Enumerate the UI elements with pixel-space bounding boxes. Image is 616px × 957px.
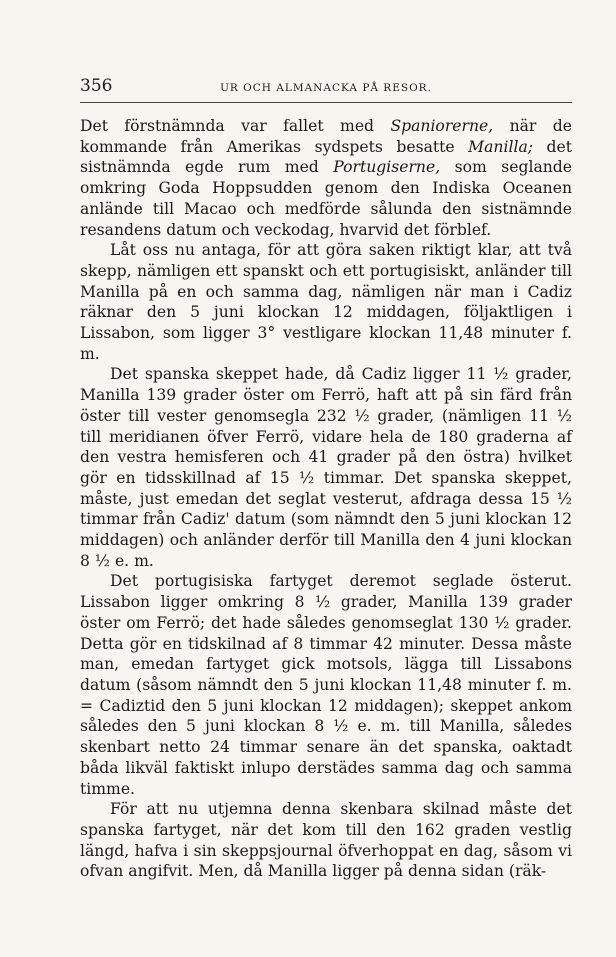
running-head: UR OCH ALMANACKA PÅ RESOR. xyxy=(220,82,432,94)
text-run: Det förstnämnda var fallet med xyxy=(80,117,391,135)
italic-text: Manilla; xyxy=(468,137,533,156)
body-text xyxy=(80,116,572,882)
text-run: som seglande omkring Goda Hoppsudden genom den Indiska Oceanen anlände till Macao och medförde sålunda den sistnämnde resandens datum och veckodag, hvarvid det förblef. xyxy=(80,158,572,239)
paragraph xyxy=(80,799,572,882)
italic-text: Portugiserne, xyxy=(333,158,441,177)
text-run: Det portugisiska fartyget deremot seglade österut. Lissabon ligger omkring 8 ½ grader, Manilla 139 grader öster om Ferrö; det hade således genomseglat 130 ½ grader. Detta gör en tidskilnad af 8 timmar 42 minuter. Dessa måste man, emedan fartyget gick motsols, lägga till Lissabons datum (såsom nämndt den 5 juni klockan 11,48 minuter f. m. = Cadiztid den 5 juni klockan 12 middagen); skeppet ankom således den 5 juni klockan 8 ½ e. m. till Manilla, således skenbart netto 24 timmar senare än det spanska, oaktadt båda likväl faktiskt inlupo derstädes samma dag och samma timme. xyxy=(80,572,572,798)
page-number: 356 xyxy=(80,76,113,96)
italic-text: Spaniorerne, xyxy=(390,117,494,135)
text-run: Låt oss nu antaga, för att göra saken riktigt klar, att två skepp, nämligen ett spanskt och ett portugisiskt, anländer till Manilla på en och samma dag, nämligen när man i Cadiz räknar den 5 juni klockan 12 middagen, följaktligen i Lissabon, som ligger 3° vestligare klockan 11,48 minuter f. m. xyxy=(80,241,572,363)
text-run: För att nu utjemna denna skenbara skilnad måste det spanska fartyget, när det kom till den 162 graden vestlig längd, hafva i sin skeppsjournal öfverhoppat en dag, såsom vi ofvan angifvit. Men, då Manilla ligger på denna sidan (räk- xyxy=(80,800,572,881)
text-run: det sistnämnda egde rum med xyxy=(80,137,573,177)
paragraph xyxy=(80,364,572,571)
text-run: Det spanska skeppet hade, då Cadiz ligger 11 ½ grader, Manilla 139 grader öster om Ferrö, haft att på sin färd från öster till vester genomsegla 232 ½ grader, (nämligen 11 ½ till meridianen öfver Ferrö, vidare hela de 180 graderna af den vestra hemisferen och 41 grader på den östra) hvilket gör en tidsskillnad af 15 ½ timmar. Det spanska skeppet, måste, just emedan det seglat vesterut, afdraga dessa 15 ½ timmar från Cadiz' datum (som nämndt den 5 juni klockan 12 middagen) och anländer derför till Manilla den 4 juni klockan 8 ½ e. m. xyxy=(80,365,572,570)
text-run: när de kommande från Amerikas sydspets besatte xyxy=(80,117,572,156)
paragraph xyxy=(80,571,572,799)
paragraph xyxy=(80,116,572,240)
page-header xyxy=(80,74,572,103)
paragraph xyxy=(80,240,572,364)
